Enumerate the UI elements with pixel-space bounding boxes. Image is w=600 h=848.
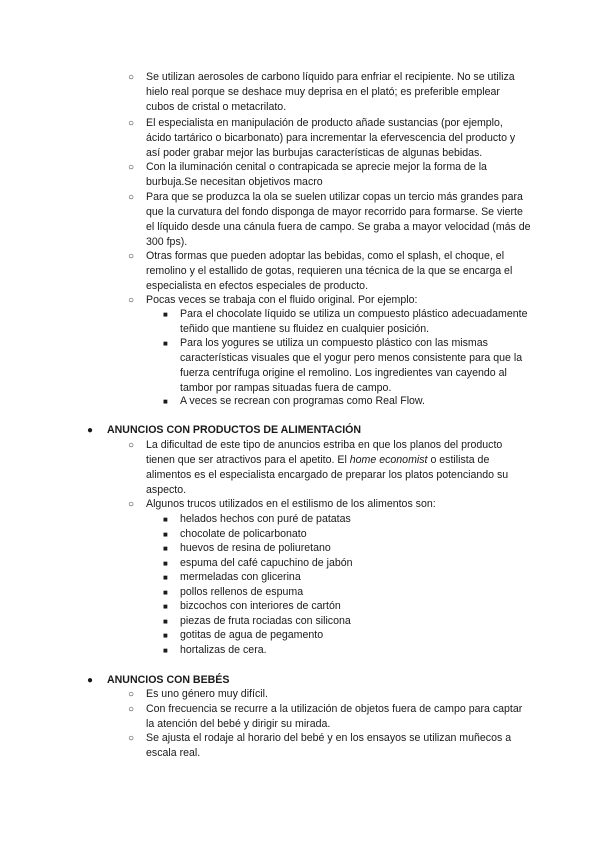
- sub-list-item-text: Para los yogures se utiliza un compuesto plástico con las mismas características visuales que el yogur pero menos consistente para que la fuerza centrífuga origine el remolino. Los ingredientes van cayendo al tambor por rampas situadas fuera de campo.: [180, 337, 523, 394]
- list-item: [128, 438, 531, 498]
- sub-list-item-text: bizcochos con interiores de cartón: [180, 600, 341, 612]
- list-item: [128, 497, 531, 512]
- emphasis-text: home economist: [349, 454, 428, 466]
- sub-list-item: [163, 394, 530, 409]
- sub-list-item: [163, 336, 530, 396]
- sub-list-item: [163, 643, 530, 658]
- section-heading-food: [87, 423, 527, 438]
- disc-bullet-icon: ●: [87, 425, 94, 436]
- list-item-text: El especialista en manipulación de producto añade sustancias (por ejemplo, ácido tartárico o bicarbonato) para incrementar la efervescencia del producto y así poder grabar mejor las burbujas características de algunas bebidas.: [146, 117, 516, 159]
- circle-bullet-icon: ○: [128, 192, 135, 203]
- circle-bullet-icon: ○: [128, 295, 135, 306]
- sub-list-item: [163, 599, 530, 614]
- sub-list-item: [163, 512, 530, 527]
- sub-list-item-text: gotitas de agua de pegamento: [180, 629, 324, 641]
- list-item: [128, 160, 531, 190]
- circle-bullet-icon: ○: [128, 689, 135, 700]
- square-bullet-icon: ■: [163, 559, 168, 568]
- heading-text: ANUNCIOS CON PRODUCTOS DE ALIMENTACIÓN: [107, 424, 362, 436]
- circle-bullet-icon: ○: [128, 733, 135, 744]
- circle-bullet-icon: ○: [128, 499, 135, 510]
- sub-list-item-text: Para el chocolate líquido se utiliza un compuesto plástico adecuadamente teñido que mantiene su fluidez en cualquier posición.: [180, 308, 528, 335]
- sub-list-item-text: huevos de resina de poliuretano: [180, 542, 331, 554]
- circle-bullet-icon: ○: [128, 72, 135, 83]
- sub-list-item-text: chocolate de policarbonato: [180, 528, 307, 540]
- sub-list-item-text: hortalizas de cera.: [180, 644, 267, 656]
- sub-list-item: [163, 628, 530, 643]
- square-bullet-icon: ■: [163, 544, 168, 553]
- square-bullet-icon: ■: [163, 397, 168, 406]
- circle-bullet-icon: ○: [128, 251, 135, 262]
- list-item: [128, 687, 531, 702]
- list-item: [128, 116, 531, 161]
- square-bullet-icon: ■: [163, 573, 168, 582]
- list-item-text: Algunos trucos utilizados en el estilismo de los alimentos son:: [146, 498, 436, 510]
- sub-list-item: [163, 307, 530, 337]
- list-item-text: Para que se produzca la ola se suelen utilizar copas un tercio más grandes para que la curvatura del fondo disponga de mayor recorrido para formarse. Se vierte el líquido desde una cánula fuera de campo. Se graba a mayor velocidad (más de 300 fps).: [146, 191, 531, 248]
- list-item: [128, 249, 531, 294]
- list-item-text: Con frecuencia se recurre a la utilización de objetos fuera de campo para captar la atención del bebé y dirigir su mirada.: [146, 703, 523, 730]
- square-bullet-icon: ■: [163, 310, 168, 319]
- list-item: [128, 190, 531, 250]
- sub-list-item: [163, 570, 530, 585]
- square-bullet-icon: ■: [163, 515, 168, 524]
- square-bullet-icon: ■: [163, 631, 168, 640]
- list-item-text: Se utilizan aerosoles de carbono líquido para enfriar el recipiente. No se utiliza hielo real porque se deshace muy deprisa en el plató; es preferible emplear cubos de cristal o metacrilato.: [146, 71, 515, 113]
- circle-bullet-icon: ○: [128, 440, 135, 451]
- sub-list-item-text: helados hechos con puré de patatas: [180, 513, 351, 525]
- square-bullet-icon: ■: [163, 617, 168, 626]
- circle-bullet-icon: ○: [128, 162, 135, 173]
- square-bullet-icon: ■: [163, 530, 168, 539]
- sub-list-item: [163, 585, 530, 600]
- sub-list-item: [163, 527, 530, 542]
- list-item-text: Otras formas que pueden adoptar las bebidas, como el splash, el choque, el remolino y el estallido de gotas, requieren una técnica de la que se encarga el especialista en efectos especiales de producto.: [146, 250, 513, 292]
- list-item-text: Pocas veces se trabaja con el fluido original. Por ejemplo:: [146, 294, 418, 306]
- circle-bullet-icon: ○: [128, 118, 135, 129]
- square-bullet-icon: ■: [163, 646, 168, 655]
- square-bullet-icon: ■: [163, 602, 168, 611]
- list-item-text: Se ajusta el rodaje al horario del bebé y en los ensayos se utilizan muñecos a escala real.: [146, 732, 512, 759]
- sub-list-item-text: espuma del café capuchino de jabón: [180, 557, 353, 569]
- list-item: [128, 70, 531, 115]
- list-item-text: La dificultad de este tipo de anuncios estriba en que los planos del producto tienen que ser atractivos para el apetito. El home economist o estilista de alimentos es el especialista encargado de preparar los platos potenciando su aspecto.: [146, 439, 509, 496]
- sub-list-item-text: pollos rellenos de espuma: [180, 586, 304, 598]
- list-item-text: Es uno género muy difícil.: [146, 688, 268, 700]
- sub-list-item: [163, 614, 530, 629]
- list-item: [128, 293, 531, 308]
- circle-bullet-icon: ○: [128, 704, 135, 715]
- disc-bullet-icon: ●: [87, 675, 94, 686]
- section-heading-babies: [87, 673, 527, 688]
- list-item: [128, 731, 531, 761]
- sub-list-item: [163, 541, 530, 556]
- square-bullet-icon: ■: [163, 588, 168, 597]
- list-item: [128, 702, 531, 732]
- sub-list-item-text: A veces se recrean con programas como Real Flow.: [180, 395, 425, 407]
- sub-list-item-text: piezas de fruta rociadas con silicona: [180, 615, 351, 627]
- list-item-text: Con la iluminación cenital o contrapicada se aprecie mejor la forma de la burbuja.Se necesitan objetivos macro: [146, 161, 487, 188]
- heading-text: ANUNCIOS CON BEBÉS: [107, 674, 230, 686]
- square-bullet-icon: ■: [163, 339, 168, 348]
- sub-list-item-text: mermeladas con glicerina: [180, 571, 301, 583]
- sub-list-item: [163, 556, 530, 571]
